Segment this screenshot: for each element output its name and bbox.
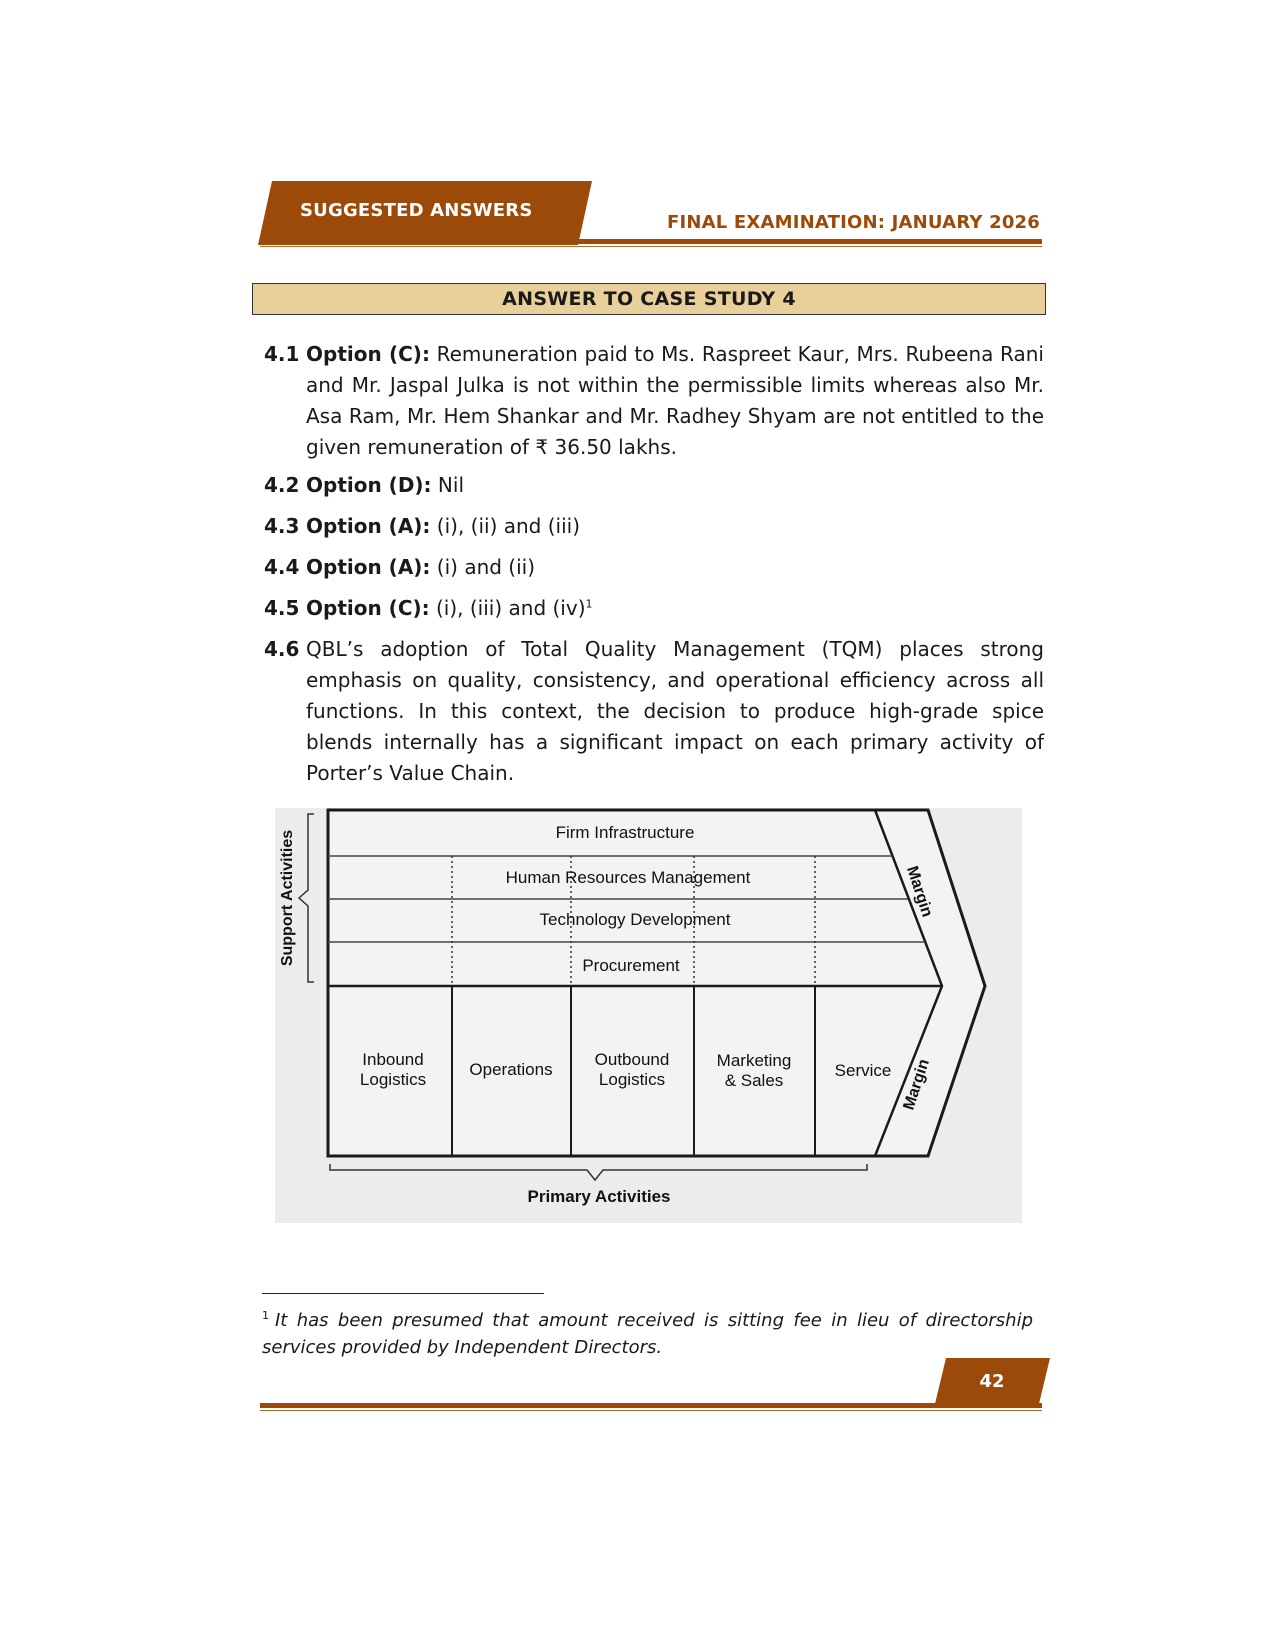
primary-activity-label: Operations <box>469 1060 553 1079</box>
primary-activity-label: Marketing <box>716 1051 792 1070</box>
value-chain-outline <box>328 810 985 1156</box>
answer-text: Nil <box>437 473 464 497</box>
header-tab-label: SUGGESTED ANSWERS <box>300 200 533 221</box>
answer-item <box>264 593 1044 624</box>
support-activities-label: Support Activities <box>279 829 296 967</box>
primary-bracket <box>330 1164 867 1180</box>
answer-number: 4.5 <box>264 596 300 620</box>
support-row-label: Human Resources Management <box>505 868 751 887</box>
support-row-label: Technology Development <box>539 910 731 929</box>
footer-rule-thin <box>260 1410 1042 1411</box>
answer-text: (i), (iii) and (iv) <box>436 596 586 620</box>
answer-item <box>264 634 1044 789</box>
answer-number: 4.3 <box>264 514 300 538</box>
value-chain-diagram <box>275 808 1022 1223</box>
primary-activity-label: Outbound <box>594 1050 670 1069</box>
primary-activity-label: & Sales <box>724 1071 784 1090</box>
support-bracket <box>299 814 314 982</box>
footnote-mark: 1 <box>262 1309 269 1322</box>
exam-title: FINAL EXAMINATION: JANUARY 2026 <box>666 212 1040 233</box>
page-number: 42 <box>979 1371 1005 1392</box>
margin-label: Margin <box>900 1057 933 1113</box>
answer-option: Option (A): <box>306 555 431 579</box>
answer-number: 4.2 <box>264 473 300 497</box>
answer-item <box>264 511 1044 542</box>
answer-option: Option (C): <box>306 342 430 366</box>
answer-option: Option (C): <box>306 596 430 620</box>
support-row-label: Firm Infrastructure <box>555 823 695 842</box>
footer-rule <box>260 1403 1042 1408</box>
section-title: ANSWER TO CASE STUDY 4 <box>252 283 1046 315</box>
answer-option: Option (A): <box>306 514 431 538</box>
answer-text: (i), (ii) and (iii) <box>436 514 581 538</box>
primary-activity-label: Logistics <box>598 1070 666 1089</box>
footnote-rule <box>262 1293 544 1294</box>
answer-number: 4.1 <box>264 342 300 366</box>
answer-option: Option (D): <box>306 473 432 497</box>
answer-item <box>264 339 1044 463</box>
answer-number: 4.4 <box>264 555 300 579</box>
primary-activity-label: Logistics <box>359 1070 427 1089</box>
answer-text: Remuneration paid to Ms. Raspreet Kaur, Mrs. Rubeena Rani and Mr. Jaspal Julka is not within the permissible limits whereas also Mr. Asa Ram, Mr. Hem Shankar and Mr. Radhey Shyam are not entitled to the given remuneration of ₹ 36.50 lakhs. <box>306 342 1044 459</box>
answer-item <box>264 552 1044 583</box>
footnote <box>262 1307 1033 1361</box>
footnote-reference[interactable]: 1 <box>585 597 593 611</box>
support-row-label: Procurement <box>582 956 680 975</box>
primary-activities-label: Primary Activities <box>527 1187 671 1206</box>
header-rule <box>260 239 1042 244</box>
footnote-text: It has been presumed that amount received is sitting fee in lieu of directorship services provided by Independent Directors. <box>262 1310 1033 1358</box>
primary-activity-label: Service <box>834 1061 892 1080</box>
header-rule-thin <box>260 246 1042 247</box>
margin-label: Margin <box>903 864 936 920</box>
answer-number: 4.6 <box>264 637 300 661</box>
answer-text: QBL’s adoption of Total Quality Management (TQM) places strong emphasis on quality, consistency, and operational efficiency across all functions. In this context, the decision to produce high-grade spice blends internally has a significant impact on each primary activity of Porter’s Value Chain. <box>306 637 1044 785</box>
answer-text: (i) and (ii) <box>436 555 536 579</box>
primary-activity-label: Inbound <box>362 1050 424 1069</box>
answer-item <box>264 470 1044 501</box>
